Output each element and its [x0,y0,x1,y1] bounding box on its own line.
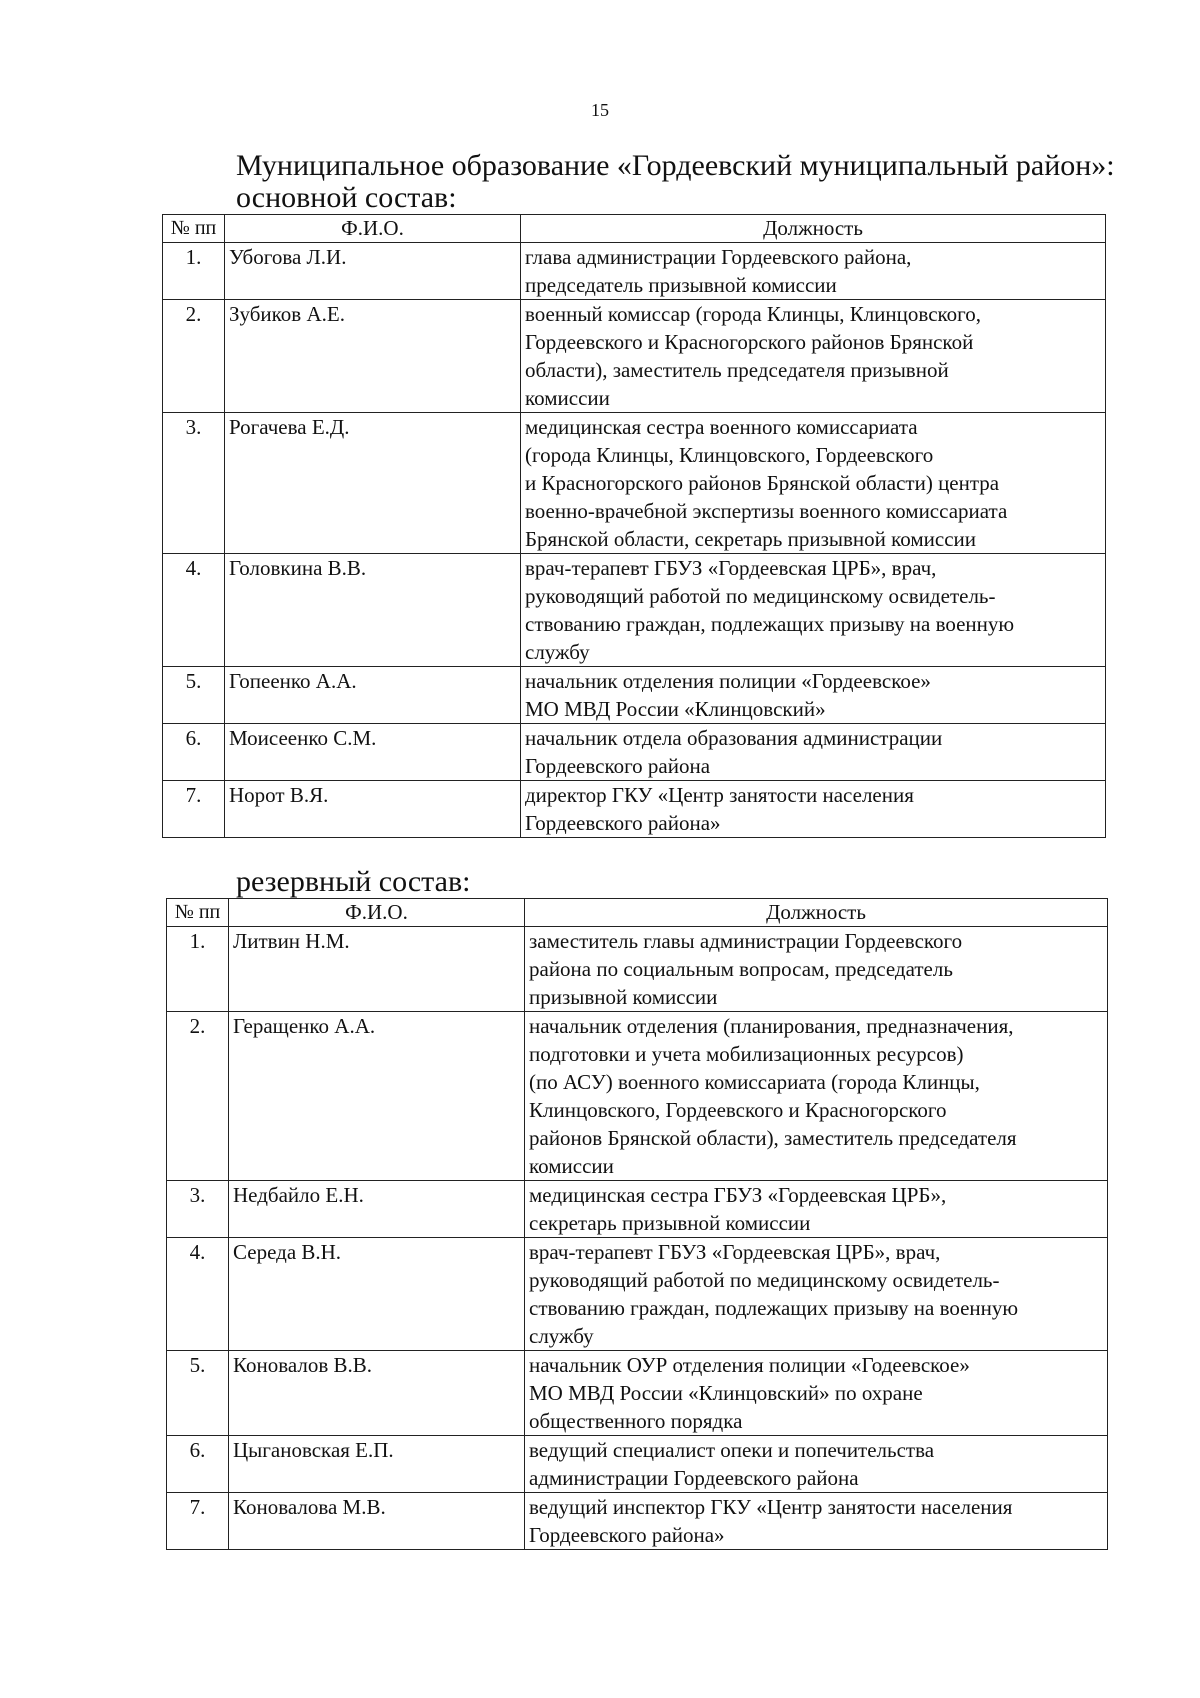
row-number: 6. [167,1436,229,1493]
header-number: № пп [167,899,229,927]
row-number: 5. [163,667,225,724]
row-number: 3. [167,1181,229,1238]
table-row [163,554,1106,667]
row-name: Головкина В.В. [225,554,521,667]
table-row [167,1436,1108,1493]
row-position: начальник отдела образования администрации Гордеевского района [521,724,1106,781]
table-row [167,1012,1108,1181]
row-name: Норот В.Я. [225,781,521,838]
row-position: ведущий специалист опеки и попечительства администрации Гордеевского района [525,1436,1108,1493]
row-name: Зубиков А.Е. [225,300,521,413]
row-name: Недбайло Е.Н. [229,1181,525,1238]
row-number: 2. [167,1012,229,1181]
table-row [167,1493,1108,1550]
row-name: Геращенко А.А. [229,1012,525,1181]
row-name: Гопеенко А.А. [225,667,521,724]
row-name: Моисеенко С.М. [225,724,521,781]
table-row [167,1351,1108,1436]
row-name: Цыгановская Е.П. [229,1436,525,1493]
table-row [163,724,1106,781]
row-name: Середа В.Н. [229,1238,525,1351]
table-row [163,413,1106,554]
header-position: Должность [521,215,1106,243]
row-number: 5. [167,1351,229,1436]
row-name: Рогачева Е.Д. [225,413,521,554]
row-position: медицинская сестра ГБУЗ «Гордеевская ЦРБ», секретарь призывной комиссии [525,1181,1108,1238]
table-row [163,781,1106,838]
row-number: 4. [163,554,225,667]
table-row [163,243,1106,300]
reserve-roster-table [166,898,1108,1550]
header-position: Должность [525,899,1108,927]
main-roster-heading: основной состав: [236,181,457,214]
reserve-roster-heading: резервный состав: [236,865,471,898]
row-position: заместитель главы администрации Гордеевского района по социальным вопросам, председатель призывной комиссии [525,927,1108,1012]
row-number: 2. [163,300,225,413]
table-row [167,927,1108,1012]
row-name: Коновалов В.В. [229,1351,525,1436]
section-title: Муниципальное образование «Гордеевский муниципальный район»: [236,149,1115,182]
row-number: 3. [163,413,225,554]
row-position: начальник ОУР отделения полиции «Годеевское» МО МВД России «Клинцовский» по охране общественного порядка [525,1351,1108,1436]
row-name: Коновалова М.В. [229,1493,525,1550]
row-name: Убогова Л.И. [225,243,521,300]
row-position: глава администрации Гордеевского района, председатель призывной комиссии [521,243,1106,300]
row-position: директор ГКУ «Центр занятости населения Гордеевского района» [521,781,1106,838]
row-number: 1. [163,243,225,300]
row-position: военный комиссар (города Клинцы, Клинцовского, Гордеевского и Красногорского районов Брянской области), заместитель председателя призывной комиссии [521,300,1106,413]
table-row [167,1181,1108,1238]
row-position: медицинская сестра военного комиссариата (города Клинцы, Клинцовского, Гордеевского и Красногорского районов Брянской области) центра военно-врачебной экспертизы военного комиссариата Брянской области, секретарь призывной комиссии [521,413,1106,554]
row-number: 7. [167,1493,229,1550]
row-position: врач-терапевт ГБУЗ «Гордеевская ЦРБ», врач, руководящий работой по медицинскому освидетель- ствованию граждан, подлежащих призыву на военную службу [525,1238,1108,1351]
table-row [167,1238,1108,1351]
table-header-row [163,215,1106,243]
row-position: начальник отделения полиции «Гордеевское» МО МВД России «Клинцовский» [521,667,1106,724]
page-number: 15 [591,100,609,120]
row-number: 4. [167,1238,229,1351]
row-name: Литвин Н.М. [229,927,525,1012]
row-number: 1. [167,927,229,1012]
row-number: 7. [163,781,225,838]
row-position: начальник отделения (планирования, предназначения, подготовки и учета мобилизационных ресурсов) (по АСУ) военного комиссариата (города Клинцы, Клинцовского, Гордеевского и Красногорского районов Брянской области), заместитель председателя комиссии [525,1012,1108,1181]
main-roster-table [162,214,1106,838]
header-number: № пп [163,215,225,243]
table-row [163,667,1106,724]
header-name: Ф.И.О. [229,899,525,927]
table-row [163,300,1106,413]
row-position: ведущий инспектор ГКУ «Центр занятости населения Гордеевского района» [525,1493,1108,1550]
row-number: 6. [163,724,225,781]
table-header-row [167,899,1108,927]
row-position: врач-терапевт ГБУЗ «Гордеевская ЦРБ», врач, руководящий работой по медицинскому освидетель- ствованию граждан, подлежащих призыву на военную службу [521,554,1106,667]
header-name: Ф.И.О. [225,215,521,243]
